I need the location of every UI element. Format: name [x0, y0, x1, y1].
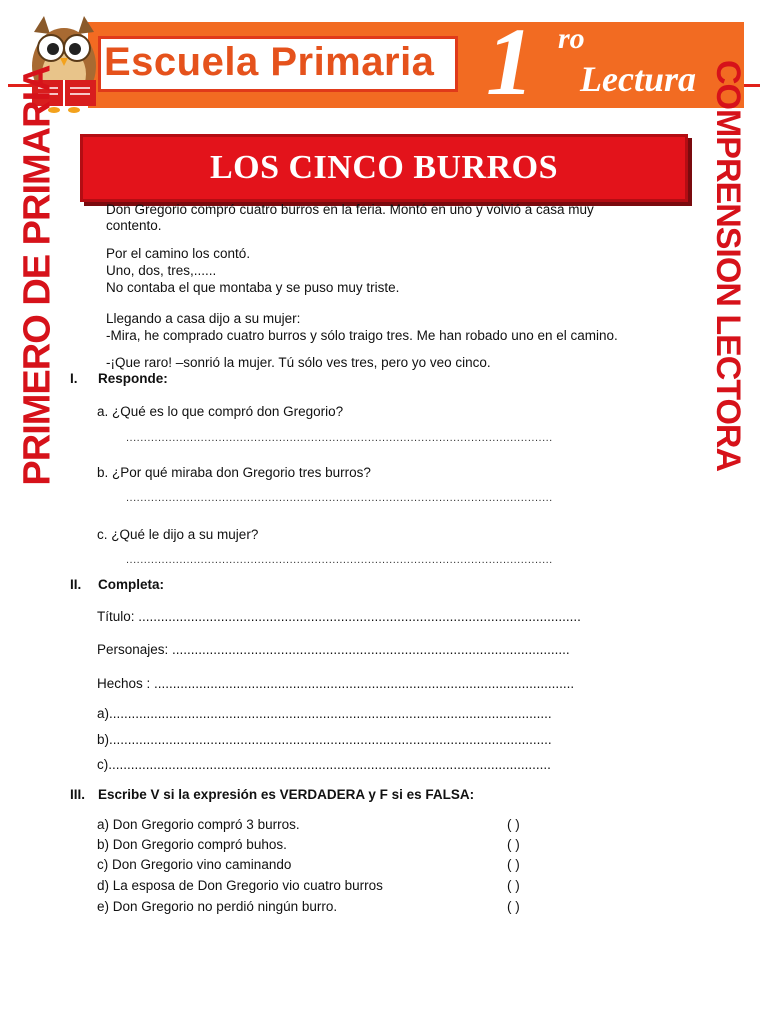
- side-label-right-text: COMPRENSION LECTORA: [709, 59, 748, 471]
- question-b: b. ¿Por qué miraba don Gregorio tres burros?: [97, 465, 371, 480]
- section-3-number: III.: [70, 787, 86, 802]
- answer-box[interactable]: ( ): [507, 817, 520, 832]
- side-label-left: [10, 64, 66, 486]
- field-hecho-a[interactable]: a)......................................................................................................................: [97, 706, 552, 721]
- story-line: Uno, dos, tres,......: [106, 263, 217, 278]
- grade-suffix: ro: [558, 22, 585, 55]
- answer-box[interactable]: ( ): [507, 857, 520, 872]
- subject-label: Lectura: [580, 59, 696, 99]
- story-line: Por el camino los contó.: [106, 246, 251, 261]
- question-c: c. ¿Qué le dijo a su mujer?: [97, 527, 259, 542]
- story-line: contento.: [106, 218, 162, 233]
- story-line: No contaba el que montaba y se puso muy triste.: [106, 280, 400, 295]
- side-label-right: [700, 59, 756, 471]
- answer-box[interactable]: ( ): [507, 878, 520, 893]
- grade-number: 1: [486, 8, 534, 115]
- story-line: Llegando a casa dijo a su mujer:: [106, 311, 301, 326]
- field-hechos[interactable]: Hechos : ................................................................................................................: [97, 676, 575, 691]
- section-3-title: Escribe V si la expresión es VERDADERA y F si es FALSA:: [98, 787, 475, 802]
- story-line: Don Gregorio compró cuatro burros en la feria. Montó en uno y volvió a casa muy: [106, 202, 594, 217]
- answer-line[interactable]: ........................................................................................................................: [126, 432, 553, 444]
- story-line: -¡Que raro! –sonrió la mujer. Tú sólo ves tres, pero yo veo cinco.: [106, 355, 491, 370]
- section-1-title: Responde:: [98, 371, 168, 386]
- question-a: a. ¿Qué es lo que compró don Gregorio?: [97, 404, 344, 419]
- field-hecho-b[interactable]: b)......................................................................................................................: [97, 732, 552, 747]
- statement-d: d) La esposa de Don Gregorio vio cuatro burros: [97, 878, 383, 893]
- section-3-heading: [70, 787, 474, 802]
- section-1-heading: [70, 371, 168, 386]
- statement-b: b) Don Gregorio compró buhos.: [97, 837, 287, 852]
- section-2-heading: [70, 577, 164, 592]
- answer-box[interactable]: ( ): [507, 837, 520, 852]
- statement-a: a) Don Gregorio compró 3 burros.: [97, 817, 300, 832]
- section-2-number: II.: [70, 577, 82, 592]
- answer-line[interactable]: ........................................................................................................................: [126, 554, 553, 566]
- story-line: -Mira, he comprado cuatro burros y sólo traigo tres. Me han robado uno en el camino.: [106, 328, 618, 343]
- section-1-number: I.: [70, 371, 78, 386]
- field-titulo[interactable]: Título: ......................................................................................................................: [97, 609, 581, 624]
- section-2-title: Completa:: [98, 577, 165, 592]
- field-personajes[interactable]: Personajes: ..........................................................................................................: [97, 642, 570, 657]
- field-hecho-c[interactable]: c)......................................................................................................................: [97, 757, 551, 772]
- statement-e: e) Don Gregorio no perdió ningún burro.: [97, 899, 338, 914]
- page-title: LOS CINCO BURROS: [209, 149, 559, 186]
- answer-box[interactable]: ( ): [507, 899, 520, 914]
- answer-line[interactable]: ........................................................................................................................: [126, 492, 553, 504]
- statement-c: c) Don Gregorio vino caminando: [97, 857, 292, 872]
- school-name: Escuela Primaria: [104, 40, 435, 84]
- side-label-left-text: PRIMERO DE PRIMARIA: [16, 64, 59, 486]
